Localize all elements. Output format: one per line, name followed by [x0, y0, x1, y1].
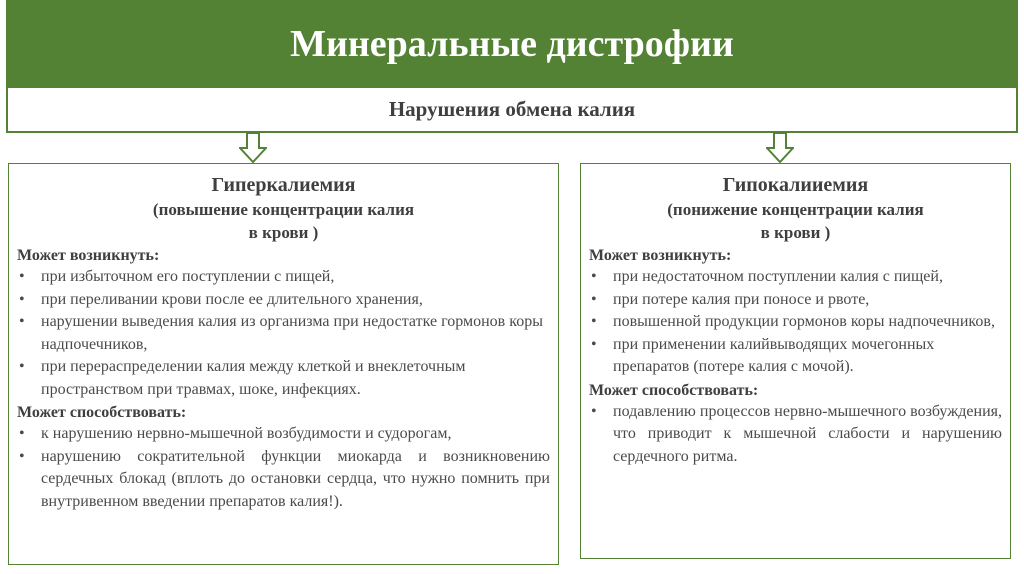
page-title: Минеральные дистрофии: [290, 23, 734, 65]
list-item: • при недостаточном поступлении калия с пищей,: [589, 266, 1002, 289]
down-arrow-icon: [239, 132, 267, 164]
panel-description: (повышение концентрации калия: [152, 200, 415, 219]
hypokalemia-panel: [580, 163, 1011, 559]
list-item: • к нарушению нервно-мышечной возбудимости и судорогам,: [17, 423, 550, 446]
effects-heading: Может способствовать:: [17, 404, 187, 421]
page-subtitle: Нарушения обмена калия: [388, 97, 636, 121]
list-item: • при перераспределении калия между клеткой и внеклеточным пространством при травмах, шоке, инфекциях.: [17, 356, 550, 401]
panel-title: Гиперкалиемия: [211, 174, 356, 196]
hyperkalemia-panel: [8, 163, 559, 565]
title-banner: [6, 0, 1018, 88]
panel-description: в крови ): [760, 223, 831, 242]
causes-list: [589, 266, 1002, 379]
list-item: • подавлению процессов нервно-мышечного возбуждения, что приводит к мышечной слабости и нарушению сердечного ритма.: [589, 401, 1002, 469]
list-item: • при избыточном его поступлении с пищей,: [17, 266, 550, 289]
panel-description: (понижение концентрации калия: [667, 200, 924, 219]
panel-title: Гипокалииемия: [722, 174, 869, 196]
down-arrow-icon: [766, 132, 794, 164]
list-item: • при переливании крови после ее длительного хранения,: [17, 289, 550, 312]
list-item: • нарушению сократительной функции миокарда и возникновению сердечных блокад (вплоть до остановки сердца, что нужно помнить при внутривенном введении препаратов калия!).: [17, 446, 550, 514]
list-item: • при потере калия при поносе и рвоте,: [589, 289, 1002, 312]
effects-list: [589, 401, 1002, 469]
causes-heading: Может возникнуть:: [17, 247, 160, 264]
list-item: • при применении калийвыводящих мочегонных препаратов (потере калия с мочой).: [589, 334, 1002, 379]
causes-heading: Может возникнуть:: [589, 247, 732, 264]
causes-list: [17, 266, 550, 401]
panel-description: в крови ): [248, 223, 319, 242]
effects-heading: Может способствовать:: [589, 381, 759, 399]
effects-list: [17, 423, 550, 513]
list-item: • нарушении выведения калия из организма при недостатке гормонов коры надпочечников,: [17, 311, 550, 356]
subtitle-banner: [6, 88, 1018, 133]
list-item: • повышенной продукции гормонов коры надпочечников,: [589, 311, 1002, 334]
